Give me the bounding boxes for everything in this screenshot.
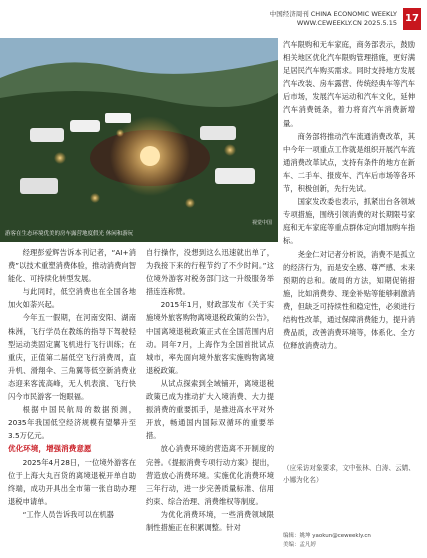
paragraph: 为优化消费环境，一些消费领域限制性措施正在积累调整。针对	[146, 509, 274, 532]
editor-line: 编辑：姚坤 yaokun@ceweekly.cn	[283, 533, 371, 539]
magazine-title: 中国经济周刊 CHINA ECONOMIC WEEKLY	[269, 10, 397, 18]
photo-caption: 游客在生态环境优美的房车露营地度假光 休闲和游玩	[5, 231, 134, 237]
page-header	[0, 0, 427, 36]
campsite-scene	[0, 38, 278, 242]
site-date: WWW.CEWEEKLY.CN 2025.5.15	[296, 19, 397, 27]
designer-line: 美编：孟凡婷	[283, 542, 317, 548]
paragraph: 商务部将推动汽车流通消费改革，其中今年一项重点工作就是组织开展汽车流通消费改革试点，支持有条件的地方在新车、二手车、报废车、汽车后市场等各环节，积极创新，先行先试。	[283, 131, 415, 194]
paragraph: 放心消费环境的营造离不开制度的完善。《提振消费专项行动方案》提出，营造放心消费环境。实施优化消费环境三年行动，进一步完善质量标准、信用约束、综合治理、消费维权等制度。	[146, 444, 274, 506]
paragraph: 2025年4月28日，一位境外游客在位于上海大丸百货的离境退税开单自助终端，成功开具出全市第一张自助办理退税申请单。	[8, 457, 136, 506]
campsite-photo	[0, 38, 278, 242]
paragraph: 经理彭爱辉告诉本刊记者，“AI+消费”以技术重塑消费体验，推动消费向智能化、可持续化转型发展。	[8, 248, 136, 284]
paragraph: 国家发改委也表示，抓紧出台各领域专项措施，围绕引领消费的对长期限号家庭和无车家庭等重点群体定向增加购车指标。	[283, 197, 415, 246]
article-column-2	[146, 246, 274, 534]
article-column-1	[8, 246, 136, 521]
page-number: 17	[403, 8, 421, 30]
paragraph: 尧金仁对记者分析说，消费不是孤立的经济行为，而是安全感、尊严感、未来预期的总和。破局的方法，知期促销措施，比如消费券、现金补贴等能够刺激消费，但缺乏可持续性和稳定性，必须进行结构性改革，通过保障消费能力，提升消费品质，改善消费环境等，体系化、全方位释放消费动力。	[283, 249, 415, 351]
photo-credit: 视觉中国	[251, 220, 272, 226]
paragraph: 汽车限购和无车家庭，商务部表示，鼓励相关地区优化汽车限购管理措施，更好满足居民汽车购买需求。同时支持地方发展汽车改装、房车露营、传统经典车等汽车后市场，发展汽车运动和汽车文化，延伸汽车消费链条，着力将育汽车消费新增量。	[283, 40, 415, 128]
paragraph: 今年五一假期，在河南安阳、湖南株洲，飞行学员在教练的指导下驾驶轻型运动类固定翼飞机进行飞行训练；在重庆，正值第二届低空飞行消费周，直升机、滑翔伞、三角翼等低空新消费业态迎来客流高峰，无人机表演、飞行快闪今市民游客一饱眼福。	[8, 313, 136, 402]
paragraph: 与此同时，低空消费也在全国各地加火如荼兴起。	[8, 287, 136, 310]
section-heading: 优化环境，增强消费意愿	[8, 444, 92, 454]
paragraph: 自行操作，没想到这么迅速就出单了，为我接下来的行程节约了不少时间。”这位境外游客对税务部门这一升级服务举措连连称赞。	[146, 248, 274, 297]
anonymity-note: （应采访对象要求，文中张林、白涛、云婧、小娜为化名）	[283, 464, 415, 484]
paragraph: 从试点探索到全域铺开，离境退税政策已成为推动扩大入境消费、大力提振消费的重要抓手，是推进高水平对外开放，畅通国内国际双循环的重要举措。	[146, 378, 274, 441]
paragraph: 根据中国民航局的数据预测，2035年我国低空经济规模有望攀升至3.5万亿元。	[8, 405, 136, 441]
editor-credits	[283, 532, 371, 550]
article-column-3	[283, 38, 415, 352]
paragraph: “工作人员告诉我可以在机器	[22, 509, 114, 519]
paragraph: 2015年1月，财政部发布《关于实施境外旅客购物离境退税政策的公告》，中国离境退税政策正式在全国范围内启动。同年7月，上海作为全国首批试点城市，率先面向境外旅客实施购物离境退税政策。	[146, 300, 274, 375]
